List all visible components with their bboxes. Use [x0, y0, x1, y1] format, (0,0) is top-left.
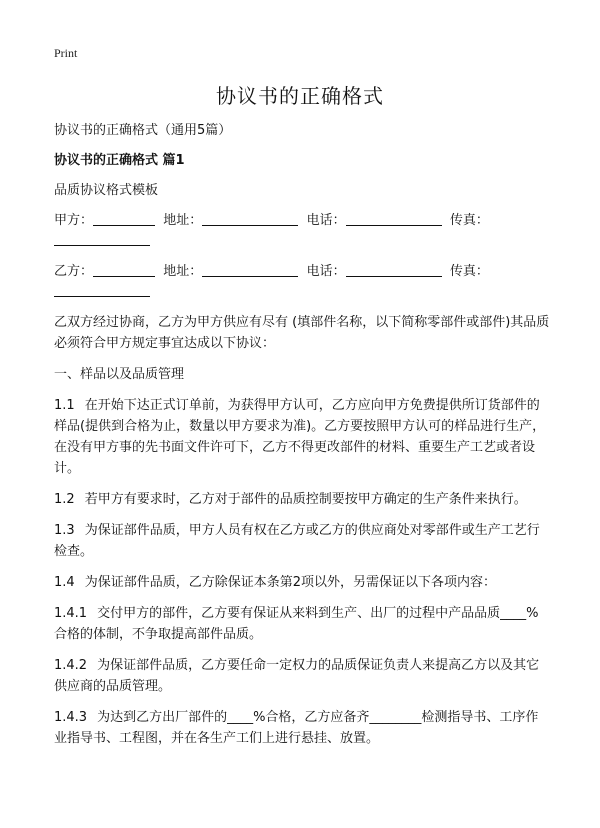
- chapter-heading: 一、样品以及品质管理: [54, 367, 185, 382]
- party-b-fields: [54, 261, 550, 282]
- party-b-label: 乙方：: [54, 264, 94, 279]
- clause-text: 为保证部件品质，乙方要任命一定权力的品质保证负责人来提高乙方以及其它供应商的品质管理。: [54, 658, 540, 694]
- party-a-fax-line: [54, 231, 550, 252]
- party-b-fax-blank: [54, 282, 150, 297]
- clause-1-1: [54, 395, 550, 479]
- clause-text: 为保证部件品质，乙方除保证本条第2项以外，另需保证以下各项内容：: [84, 575, 496, 590]
- party-b-phone-label: 电话：: [306, 264, 346, 279]
- document-subtitle: 协议书的正确格式（通用5篇）: [54, 123, 232, 138]
- page-title: 协议书的正确格式: [216, 84, 384, 108]
- clause-text: 为保证部件品质，甲方人员有权在乙方或乙方的供应商处对零部件或生产工艺行检查。: [54, 523, 540, 559]
- party-a-phone-label: 电话：: [306, 213, 346, 228]
- clause-text: 为达到乙方出厂部件的____%合格，乙方应备齐________检测指导书、工序作业指导书、工程图，并在各生产工们上进行悬挂、放置。: [54, 710, 539, 746]
- template-name: 品质协议格式模板: [54, 183, 159, 198]
- print-link[interactable]: Print: [54, 46, 78, 60]
- party-b-phone-blank: [346, 262, 442, 277]
- party-a-name-blank: [93, 211, 155, 226]
- clause-1-4: [54, 572, 550, 593]
- party-b-fax-line: [54, 282, 550, 303]
- clause-number: 1.2: [54, 492, 75, 507]
- clause-number: 1.3: [54, 523, 75, 538]
- clause-number: 1.4.3: [54, 710, 88, 725]
- clause-number: 1.1: [54, 398, 75, 413]
- party-a-address-label: 地址：: [163, 213, 203, 228]
- party-a-label: 甲方：: [54, 213, 94, 228]
- clause-1-3: [54, 520, 550, 562]
- clause-1-4-3: [54, 707, 550, 749]
- document-body: [54, 120, 550, 759]
- clause-number: 1.4.2: [54, 658, 88, 673]
- clause-1-4-2: [54, 655, 550, 697]
- clause-number: 1.4: [54, 575, 75, 590]
- clause-1-4-1: [54, 603, 550, 645]
- party-b-name-blank: [93, 262, 155, 277]
- clause-1-2: [54, 489, 550, 510]
- clause-text: 交付甲方的部件，乙方要有保证从来料到生产、出厂的过程中产品品质____%合格的体制，不争取提高部件品质。: [54, 606, 539, 642]
- clause-text: 若甲方有要求时，乙方对于部件的品质控制要按甲方确定的生产条件来执行。: [84, 492, 527, 507]
- party-b-address-label: 地址：: [163, 264, 203, 279]
- party-a-fields: [54, 210, 550, 231]
- party-b-fax-label: 传真：: [449, 264, 489, 279]
- party-a-fax-blank: [54, 231, 150, 246]
- party-b-address-blank: [202, 262, 298, 277]
- clause-number: 1.4.1: [54, 606, 88, 621]
- party-a-fax-label: 传真：: [449, 213, 489, 228]
- clause-text: 在开始下达正式订单前，为获得甲方认可，乙方应向甲方免费提供所订货部件的样品(提供到合格为止，数量以甲方要求为准)。乙方要按照甲方认可的样品进行生产，在没有甲方事的先书面文件许可下，乙方不得更改部件的材料、重要生产工艺或者设计。: [54, 398, 546, 476]
- party-a-phone-blank: [346, 211, 442, 226]
- party-a-address-blank: [202, 211, 298, 226]
- intro-paragraph: 乙双方经过协商，乙方为甲方供应有尽有 (填部件名称，以下简称零部件或部件)其品质必须符合甲方规定事宜达成以下协议：: [54, 315, 550, 351]
- section-heading: 协议书的正确格式 篇1: [54, 153, 185, 168]
